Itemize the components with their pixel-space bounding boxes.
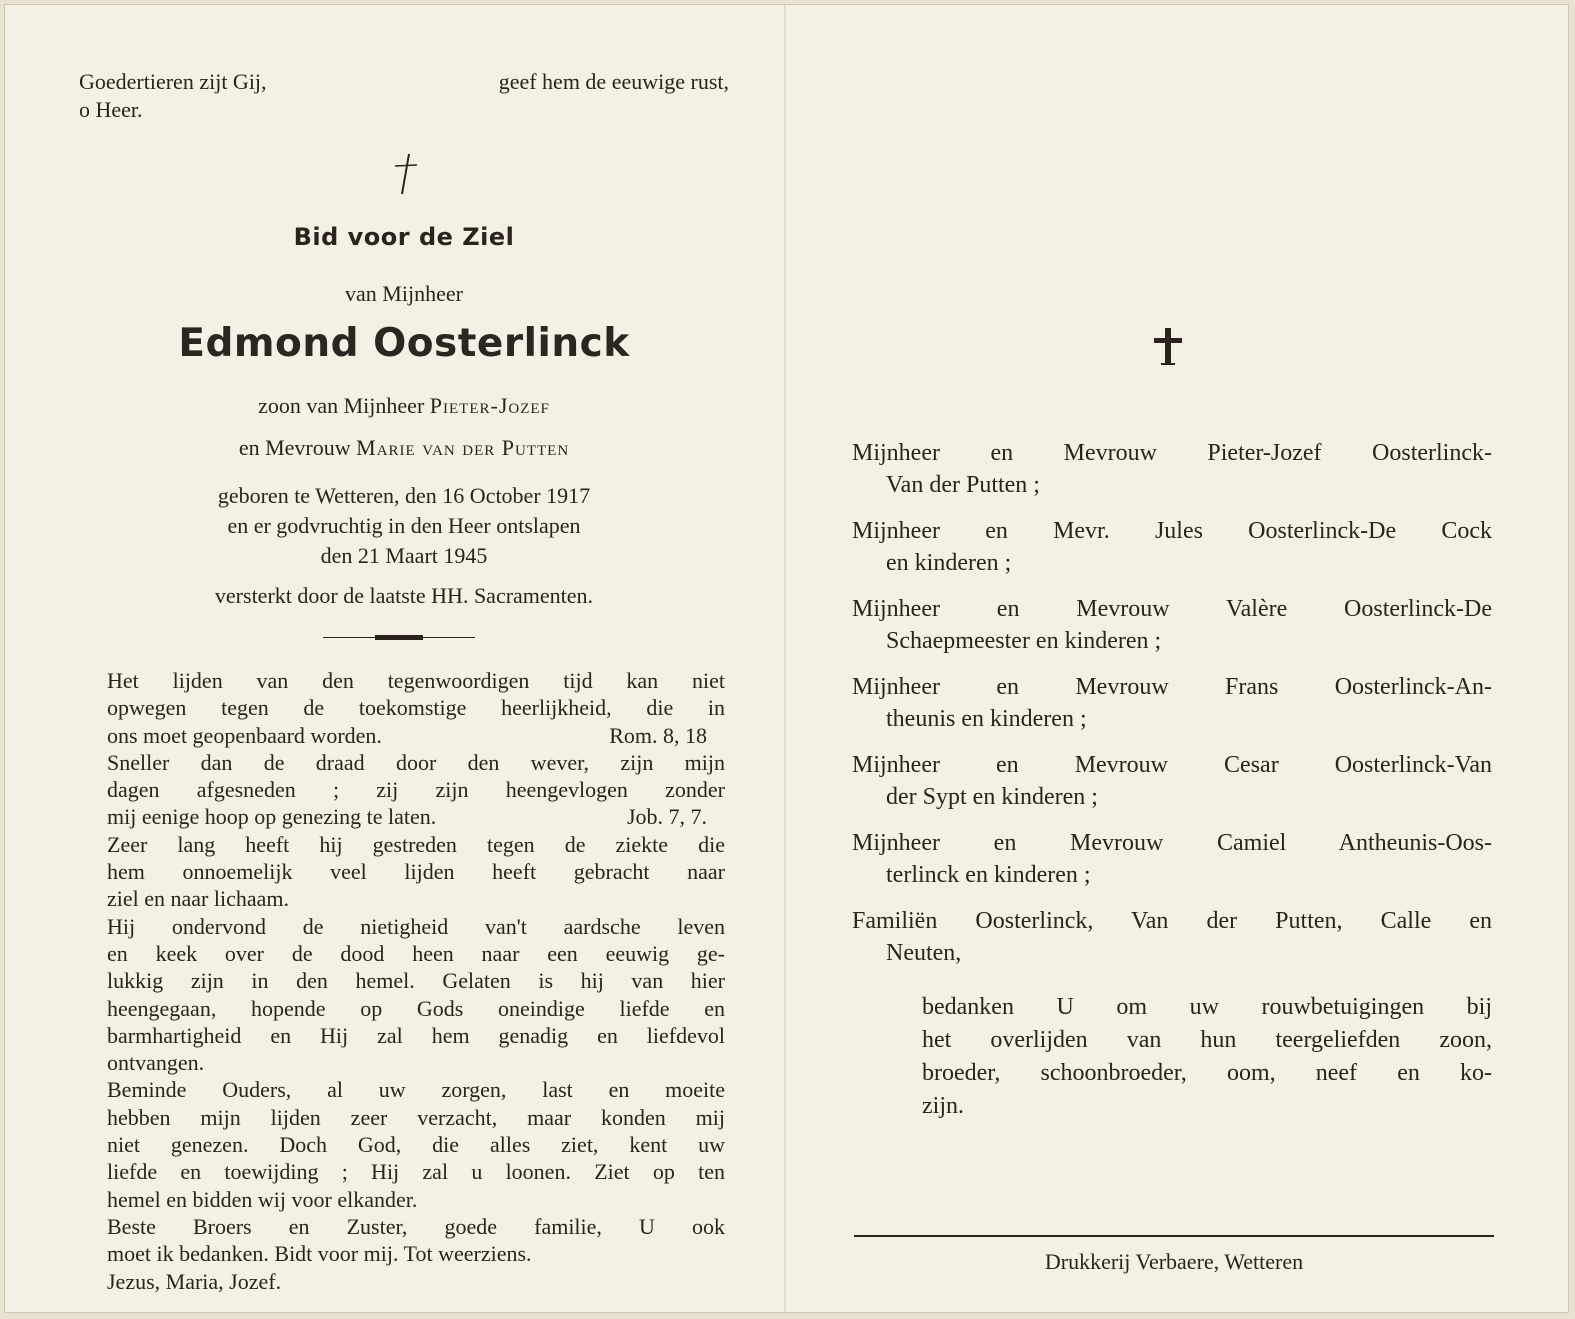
thanks-line-2: het overlijden van hun teergeliefden zoon, [922, 1027, 1492, 1053]
sacraments-line: versterkt door de laatste HH. Sacramenten. [214, 583, 594, 608]
family-entry [852, 749, 1492, 813]
birth-line: geboren te Wetteren, den 16 October 1917 [217, 483, 591, 508]
deceased-name: Edmond Oosterlinck [178, 321, 630, 366]
para2-ref-line [107, 803, 707, 830]
family-entry [852, 671, 1492, 735]
para4-line3: lukkig zijn in den hemel. Gelaten is hij van hier [107, 968, 725, 994]
family-entry-line: Mijnheer en Mevrouw Frans Oosterlinck-An- [852, 674, 1492, 700]
para4-line5: barmhartigheid en Hij zal hem genadig en liefdevol [107, 1022, 725, 1048]
verse-line-2: o Heer. [79, 97, 143, 122]
verse-line-1b: geef hem de eeuwige rust, [498, 69, 729, 94]
para3-line2: hem onnoemelijk veel lijden heeft gebracht naar [107, 859, 725, 885]
family-entry [852, 515, 1492, 579]
family-entry-cont: Van der Putten ; [886, 472, 1040, 498]
family-entry-line: Mijnheer en Mevrouw Pieter-Jozef Oosterlinck- [852, 440, 1492, 466]
family-entry-line: Mijnheer en Mevrouw Camiel Antheunis-Oos- [852, 830, 1492, 856]
verse-line-1a: Goedertieren zijt Gij, [79, 69, 267, 94]
para3-line3: ziel en naar lichaam. [107, 886, 290, 912]
para6-line2: moet ik bedanken. Bidt voor mij. Tot weerziens. [107, 1241, 532, 1267]
family-entry [852, 827, 1492, 891]
para1-ref: Rom. 8, 18 [609, 722, 707, 748]
right-panel [786, 5, 1570, 1312]
thanks-line-3: broeder, schoonbroeder, oom, neef en ko- [922, 1060, 1492, 1086]
family-entry-cont: terlinck en kinderen ; [886, 862, 1091, 888]
para1-ref-line [107, 722, 707, 749]
father-name: Pieter-Jozef [429, 393, 550, 418]
para2-ref-text: mij eenige hoop op genezing te laten. [107, 804, 437, 830]
para4-line2: en keek over de dood heen naar een eeuwig ge- [107, 940, 725, 966]
ornamental-divider [323, 635, 475, 640]
para5-line4: liefde en toewijding ; Hij zal u loonen. Ziet op ten [107, 1159, 725, 1185]
death-line-2: den 21 Maart 1945 [320, 543, 488, 568]
death-line-1: en er godvruchtig in den Heer ontslapen [227, 513, 581, 538]
body-text [107, 667, 725, 1295]
opening-verse [79, 68, 729, 124]
family-entry-cont: der Sypt en kinderen ; [886, 784, 1098, 810]
family-entry-cont: Schaepmeester en kinderen ; [886, 628, 1162, 654]
family-entry-cont: en kinderen ; [886, 550, 1012, 576]
family-list [852, 437, 1492, 983]
para2-ref: Job. 7, 7. [626, 804, 707, 830]
mother-prefix: en Mevrouw [238, 435, 351, 460]
para2-line2: dagen afgesneden ; zij zijn heengevlogen zonder [107, 777, 725, 803]
family-entry-line: Mijnheer en Mevrouw Valère Oosterlinck-De [852, 596, 1492, 622]
para1-line1: Het lijden van den tegenwoordigen tijd kan niet [107, 668, 725, 693]
para4-line4: heengegaan, hopende op Gods oneindige liefde en [107, 995, 725, 1021]
family-entry [852, 905, 1492, 969]
thanks-line-4: zijn. [922, 1093, 964, 1119]
para6-line1: Beste Broers en Zuster, goede familie, U ook [107, 1213, 725, 1239]
memorial-card [4, 4, 1569, 1313]
closing-line: Jezus, Maria, Jozef. [107, 1268, 282, 1294]
para5-line5: hemel en bidden wij voor elkander. [107, 1186, 418, 1212]
thanks-line-1: bedanken U om uw rouwbetuigingen bij [922, 994, 1492, 1020]
para5-line1: Beminde Ouders, al uw zorgen, last en moeite [107, 1077, 725, 1103]
para2-line1: Sneller dan de draad door den wever, zijn mijn [107, 749, 725, 775]
parents-mother [79, 433, 729, 462]
heading: Bid voor de Ziel [293, 223, 515, 251]
printer-credit: Drukkerij Verbaere, Wetteren [1044, 1249, 1304, 1274]
para4-line6: ontvangen. [107, 1050, 205, 1076]
family-entry-line: Mijnheer en Mevrouw Cesar Oosterlinck-Van [852, 752, 1492, 778]
family-entry-line: Mijnheer en Mevr. Jules Oosterlinck-De Cock [852, 518, 1492, 544]
left-panel [5, 5, 784, 1312]
para5-line2: hebben mijn lijden zeer verzacht, maar konden mij [107, 1104, 725, 1130]
thanks-text [922, 991, 1492, 1123]
para3-line1: Zeer lang heeft hij gestreden tegen de ziekte die [107, 831, 725, 857]
father-prefix: zoon van Mijnheer [258, 393, 425, 418]
bold-cross-icon [1152, 326, 1184, 366]
family-entry-line: Familiën Oosterlinck, Van der Putten, Calle en [852, 908, 1492, 934]
parents-father [79, 391, 729, 420]
family-entry-cont: Neuten, [886, 940, 962, 966]
family-entry [852, 593, 1492, 657]
title-prefix: van Mijnheer [345, 281, 463, 306]
para5-line3: niet genezen. Doch God, die alles ziet, kent uw [107, 1132, 725, 1158]
family-entry [852, 437, 1492, 501]
para4-line1: Hij ondervond de nietigheid van't aardsche leven [107, 913, 725, 939]
printer-rule [854, 1235, 1494, 1237]
mother-name: Marie van der Putten [356, 435, 570, 460]
thin-cross-icon [393, 153, 419, 195]
para1-line2: opwegen tegen de toekomstige heerlijkheid, die in [107, 695, 725, 721]
para1-ref-text: ons moet geopenbaard worden. [107, 722, 382, 748]
family-entry-cont: theunis en kinderen ; [886, 706, 1087, 732]
